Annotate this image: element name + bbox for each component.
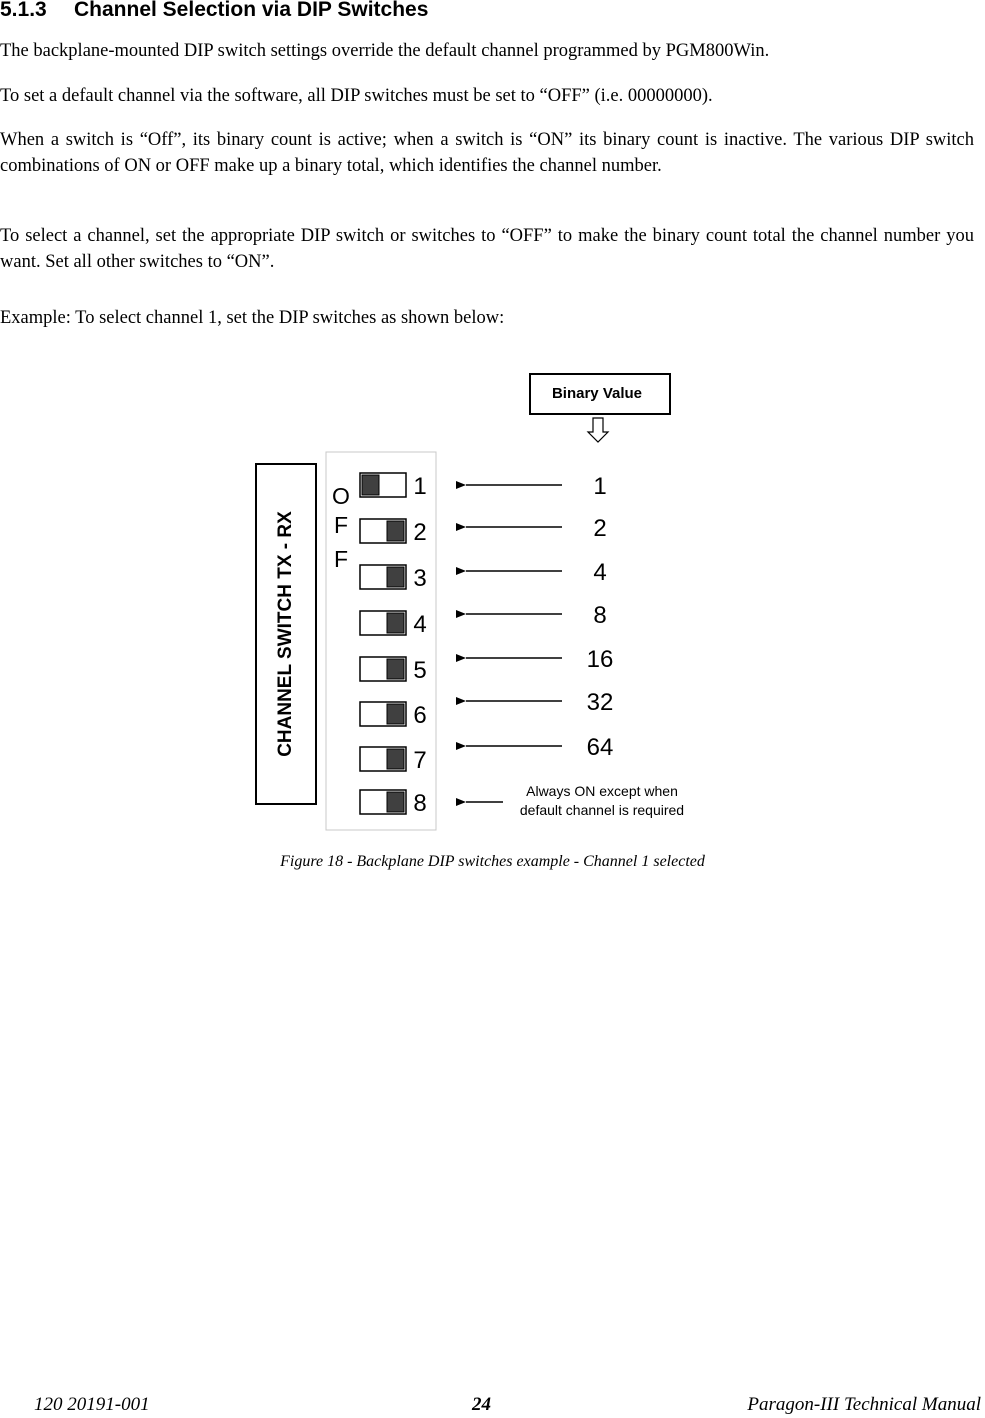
switch-number-7: 7 bbox=[413, 747, 427, 774]
figure-caption: Figure 18 - Backplane DIP switches example - Channel 1 selected bbox=[280, 853, 705, 870]
switch-toggle-7 bbox=[387, 749, 404, 769]
switch-toggle-8 bbox=[387, 792, 404, 812]
binary-value-label: Binary Value bbox=[551, 385, 643, 402]
paragraph-select-channel: To select a channel, set the appropriate DIP switch or switches to “OFF” to make the binary count total the channel number you want. Set all other switches to “ON”. bbox=[0, 226, 974, 272]
dip-switch-diagram bbox=[0, 360, 985, 840]
binary-value-8: 8 bbox=[593, 602, 607, 629]
switch-number-1: 1 bbox=[413, 473, 427, 500]
switch-toggle-3 bbox=[387, 567, 404, 587]
switch-number-5: 5 bbox=[413, 657, 427, 684]
footer-page-number: 24 bbox=[472, 1394, 491, 1415]
switch-toggle-6 bbox=[387, 704, 404, 724]
binary-value-1: 1 bbox=[593, 473, 607, 500]
note-line-2: default channel is required bbox=[519, 802, 685, 818]
off-letter-f2: F bbox=[333, 546, 349, 572]
binary-value-2: 2 bbox=[593, 515, 607, 542]
binary-value-32: 32 bbox=[586, 689, 614, 716]
off-letter-f1: F bbox=[333, 512, 349, 538]
paragraph-override: The backplane-mounted DIP switch settings override the default channel programmed by PGM800Win. bbox=[0, 41, 770, 61]
binary-value-group bbox=[466, 473, 613, 802]
paragraph-binary-count: When a switch is “Off”, its binary count is active; when a switch is “ON” its binary count is inactive. The various DIP switch combinations of ON or OFF make up a binary total, which identifies the channel number. bbox=[0, 130, 974, 176]
section-number: 5.1.3 bbox=[0, 0, 47, 21]
switch-toggle-2 bbox=[387, 521, 404, 541]
off-letter-o: O bbox=[332, 483, 350, 509]
binary-value-64: 64 bbox=[586, 734, 614, 761]
switch-toggle-1 bbox=[362, 475, 379, 495]
switch-toggle-4 bbox=[387, 613, 404, 633]
switch-number-4: 4 bbox=[413, 611, 427, 638]
switch-toggle-5 bbox=[387, 659, 404, 679]
switch-number-6: 6 bbox=[413, 702, 427, 729]
section-heading bbox=[0, 0, 428, 22]
page-footer bbox=[0, 1394, 985, 1418]
switch-number-8: 8 bbox=[413, 790, 427, 817]
footer-manual-title: Paragon-III Technical Manual bbox=[747, 1394, 981, 1415]
channel-switch-label: CHANNEL SWITCH TX - RX bbox=[275, 511, 297, 757]
down-arrow-icon bbox=[588, 418, 608, 442]
note-line-1: Always ON except when bbox=[526, 783, 678, 799]
binary-value-4: 4 bbox=[593, 559, 607, 586]
switch-number-3: 3 bbox=[413, 565, 427, 592]
paragraph-default-channel: To set a default channel via the software, all DIP switches must be set to “OFF” (i.e. 00000000). bbox=[0, 86, 713, 106]
binary-value-16: 16 bbox=[586, 646, 614, 673]
section-title: Channel Selection via DIP Switches bbox=[74, 0, 429, 21]
paragraph-example: Example: To select channel 1, set the DIP switches as shown below: bbox=[0, 308, 505, 328]
switch-number-2: 2 bbox=[413, 519, 427, 546]
footer-doc-number: 120 20191-001 bbox=[34, 1394, 150, 1415]
